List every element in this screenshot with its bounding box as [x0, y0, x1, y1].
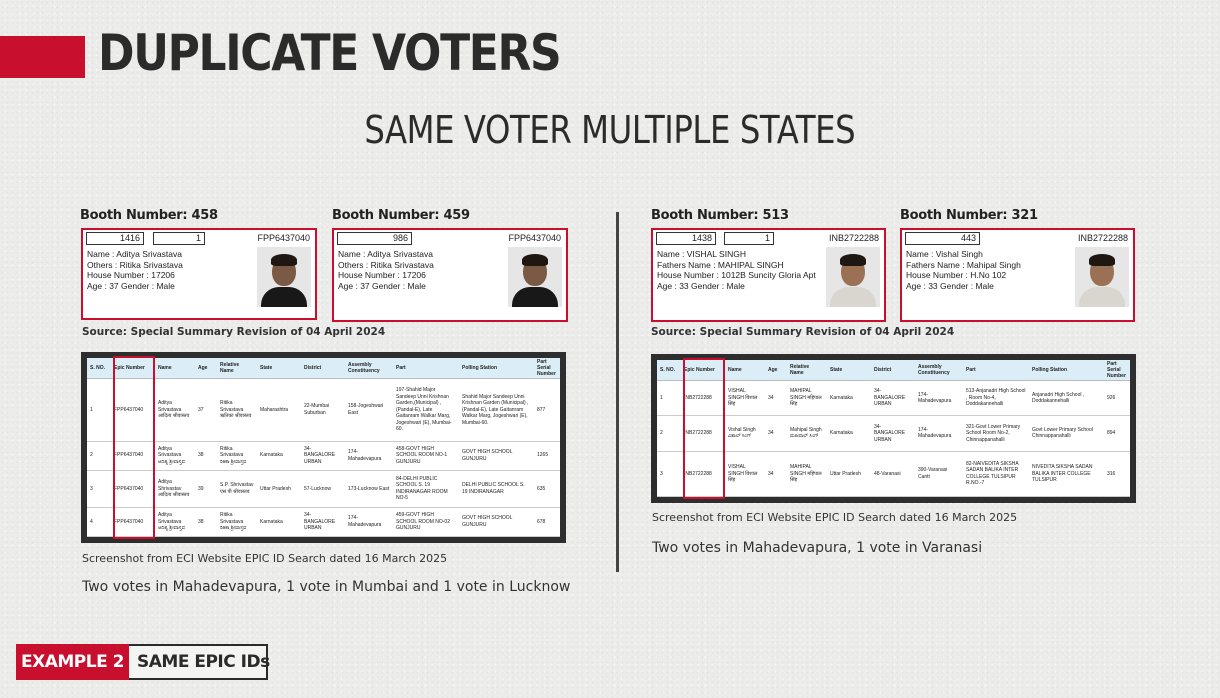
table-cell: Aditya Srivastava ಆದಿತ್ಯ ಶ್ರೀವಾಸ್ತವ: [155, 441, 195, 470]
table-cell: Karnataka: [257, 507, 301, 536]
voter-photo: [1075, 247, 1129, 307]
table-cell: Maharashtra: [257, 379, 301, 442]
table-cell: 3: [87, 470, 111, 507]
table-row: [657, 416, 1130, 451]
table-cell: 22-Mumbai Suburban: [301, 379, 345, 442]
table-cell: INB2722288: [681, 451, 725, 496]
column-header: S. NO.: [87, 358, 111, 379]
table-cell: Shahid Major Sandeep Unni Krishnan Garden (Municipal) ,(Pandal-E), Late Gaitanram Walkar Marg, Jogeshwari (E), Mumbai-60.: [459, 379, 534, 442]
table-cell: 34: [765, 381, 787, 416]
table-row: [657, 451, 1130, 496]
table-cell: 38: [195, 441, 217, 470]
table-cell: 39: [195, 470, 217, 507]
table-cell: FPP6437040: [111, 379, 155, 442]
booth-label: Booth Number: 459: [332, 208, 470, 223]
table-cell: Karnataka: [827, 416, 871, 451]
table-cell: Uttar Pradesh: [827, 451, 871, 496]
serial-field: 443: [905, 232, 980, 245]
example-number: EXAMPLE 2: [16, 644, 129, 680]
column-header: Part Serial Number: [1104, 360, 1130, 381]
epic-number: FPP6437040: [508, 233, 561, 243]
table-cell: 390-Varanasi Cantt: [915, 451, 963, 496]
table-cell: 635: [534, 470, 560, 507]
column-header: District: [301, 358, 345, 379]
table-cell: 3: [657, 451, 681, 496]
table-cell: NIVEDITA SIKSHA SADAN BALIKA INTER COLLEGE TULSIPUR: [1029, 451, 1104, 496]
table-cell: 57-Lucknow: [301, 470, 345, 507]
column-header: Relative Name: [787, 360, 827, 381]
table-cell: 1265: [534, 441, 560, 470]
table-cell: 2: [657, 416, 681, 451]
table-cell: 34-BANGALORE URBAN: [871, 381, 915, 416]
table-cell: Ritika Srivastava ರಿತಿಕಾ ಶ್ರೀವಾಸ್ತವ: [217, 441, 257, 470]
table-cell: DELHI PUBLIC SCHOOL S. 19 INDIRANAGAR: [459, 470, 534, 507]
voter-card: [651, 228, 886, 322]
table-header-row: [87, 358, 560, 379]
table-cell: Mahipal Singh ಮಹಿಪಾಲ್ ಸಿಂಗ್: [787, 416, 827, 451]
table-cell: 158-Jogeshwari East: [345, 379, 393, 442]
screenshot-caption: Screenshot from ECI Website EPIC ID Search dated 16 March 2025: [82, 552, 448, 565]
table-cell: Anjanadri High School , Doddakannehalli: [1029, 381, 1104, 416]
table-cell: 459-GOVT HIGH SCHOOL ROOM NO-02 GUNJURU: [393, 507, 459, 536]
epic-column-highlight: [113, 356, 155, 539]
table-cell: 34-BANGALORE URBAN: [301, 441, 345, 470]
table-cell: GOVT HIGH SCHOOL GUNJURU: [459, 441, 534, 470]
column-header: Part Serial Number: [534, 358, 560, 379]
voter-details: Name : VISHAL SINGH Fathers Name : MAHIPAL SINGH House Number : 1012B Suncity Gloria Apt Age : 33 Gender : Male: [657, 249, 816, 291]
table-cell: 173-Lucknow East: [345, 470, 393, 507]
table-cell: Aditya Srivastava ಆದಿತ್ಯ ಶ್ರೀವಾಸ್ತವ: [155, 507, 195, 536]
table-cell: FPP6437040: [111, 470, 155, 507]
table-cell: 34: [765, 451, 787, 496]
column-header: State: [257, 358, 301, 379]
table-cell: MAHIPAL SINGH महिपाल सिंह: [787, 381, 827, 416]
screenshot-caption: Screenshot from ECI Website EPIC ID Search dated 16 March 2025: [652, 511, 1018, 524]
table-row: [87, 470, 560, 507]
table-cell: Ritika Srivastava ರಿತಿಕಾ ಶ್ರೀವಾಸ್ತವ: [217, 507, 257, 536]
column-header: Part: [393, 358, 459, 379]
table-cell: 37: [195, 379, 217, 442]
column-header: Polling Station: [459, 358, 534, 379]
column-header: Name: [155, 358, 195, 379]
table-cell: 48-Varanasi: [871, 451, 915, 496]
table-cell: 84-DELHI PUBLIC SCHOOL S. 19 INDIRANAGAR ROOM NO-5: [393, 470, 459, 507]
voter-details: Name : Aditya Srivastava Others : Ritika Srivastava House Number : 17206 Age : 37 Gender : Male: [87, 249, 183, 291]
table-row: [87, 441, 560, 470]
table-cell: 174-Mahadevapura: [345, 441, 393, 470]
table-cell: 458-GOVT HIGH SCHOOL ROOM NO-1 GUNJURU: [393, 441, 459, 470]
column-header: S. NO.: [657, 360, 681, 381]
table-cell: S.P. Shrivastav एस पी श्रीवास्तव: [217, 470, 257, 507]
table-cell: 513-Anjanadri High School , Room No-4, Doddakannehalli: [963, 381, 1029, 416]
column-header: Epic Number: [111, 358, 155, 379]
vote-summary: Two votes in Mahadevapura, 1 vote in Mumbai and 1 vote in Lucknow: [82, 579, 571, 595]
table-cell: INB2722288: [681, 381, 725, 416]
column-divider: [616, 212, 619, 572]
table-cell: VISHAL SINGH विशाल सिंह: [725, 381, 765, 416]
source-note: Source: Special Summary Revision of 04 April 2024: [651, 326, 955, 338]
table-cell: FPP6437040: [111, 441, 155, 470]
table-cell: 678: [534, 507, 560, 536]
table-row: [657, 381, 1130, 416]
booth-label: Booth Number: 458: [80, 208, 218, 223]
results-table: [87, 358, 560, 537]
table-cell: 894: [1104, 416, 1130, 451]
part-field: 1: [153, 232, 205, 245]
eci-search-screenshot: [81, 352, 566, 543]
table-cell: Karnataka: [827, 381, 871, 416]
table-cell: Karnataka: [257, 441, 301, 470]
table-cell: 877: [534, 379, 560, 442]
voter-card: [900, 228, 1135, 322]
source-note: Source: Special Summary Revision of 04 April 2024: [82, 326, 386, 338]
table-cell: 926: [1104, 381, 1130, 416]
column-header: Polling Station: [1029, 360, 1104, 381]
table-cell: 1: [87, 379, 111, 442]
voter-photo: [508, 247, 562, 307]
column-header: Part: [963, 360, 1029, 381]
table-cell: INB2722288: [681, 416, 725, 451]
epic-number: INB2722288: [1077, 233, 1128, 243]
column-header: State: [827, 360, 871, 381]
voter-photo: [826, 247, 880, 307]
table-row: [87, 379, 560, 442]
table-cell: GOVT HIGH SCHOOL GUNJURU: [459, 507, 534, 536]
column-header: Age: [195, 358, 217, 379]
table-cell: Uttar Pradesh: [257, 470, 301, 507]
table-cell: Aditya Srivastava आदित्य श्रीवास्तव: [155, 379, 195, 442]
voter-photo: [257, 247, 311, 307]
column-header: Assembly Constituency: [915, 360, 963, 381]
page-title: DUPLICATE VOTERS: [98, 24, 561, 82]
column-header: Assembly Constituency: [345, 358, 393, 379]
column-header: Age: [765, 360, 787, 381]
table-cell: 197-Shahid Major Sandeep Unni Krishnan Garden,(Municipal) ,(Pandal-E), Late Gaitanram Walkar Marg, Jogeshwari (E), Mumbai-60.: [393, 379, 459, 442]
table-cell: 1: [657, 381, 681, 416]
table-cell: 82-NAIVEDITA SIKSHA SADAN BALIKA INTER COLLEGE TULSIPUR R.NO.-7: [963, 451, 1029, 496]
epic-column-highlight: [683, 358, 725, 499]
eci-search-screenshot: [651, 354, 1136, 503]
column-header: Epic Number: [681, 360, 725, 381]
booth-label: Booth Number: 321: [900, 208, 1038, 223]
table-cell: Aditya Shrivastav आदित्य श्रीवास्तव: [155, 470, 195, 507]
table-cell: 4: [87, 507, 111, 536]
table-cell: Vishal Singh ವಿಶಾಲ್ ಸಿಂಗ್: [725, 416, 765, 451]
table-cell: MAHIPAL SINGH महिपाल सिंह: [787, 451, 827, 496]
table-cell: FPP6437040: [111, 507, 155, 536]
column-header: Relative Name: [217, 358, 257, 379]
table-cell: VISHAL SINGH विशाल सिंह: [725, 451, 765, 496]
table-cell: 2: [87, 441, 111, 470]
table-header-row: [657, 360, 1130, 381]
booth-label: Booth Number: 513: [651, 208, 789, 223]
voter-details: Name : Aditya Srivastava Others : Ritika Srivastava House Number : 17206 Age : 37 Gender : Male: [338, 249, 434, 291]
table-cell: 34-BANGALORE URBAN: [871, 416, 915, 451]
table-row: [87, 507, 560, 536]
voter-card: [332, 228, 568, 322]
table-cell: 34-BANGALORE URBAN: [301, 507, 345, 536]
results-table: [657, 360, 1130, 497]
table-cell: Ritika Srivastava ऋतिका श्रीवास्तव: [217, 379, 257, 442]
voter-details: Name : Vishal Singh Fathers Name : Mahipal Singh House Number : H.No 102 Age : 33 Gender : Male: [906, 249, 1021, 291]
table-cell: 174-Mahadevapura: [915, 416, 963, 451]
serial-field: 1416: [86, 232, 144, 245]
epic-number: FPP6437040: [257, 233, 310, 243]
serial-field: 1438: [656, 232, 716, 245]
vote-summary: Two votes in Mahadevapura, 1 vote in Varanasi: [652, 540, 983, 556]
table-cell: 34: [765, 416, 787, 451]
part-field: 1: [724, 232, 774, 245]
column-header: Name: [725, 360, 765, 381]
table-cell: 38: [195, 507, 217, 536]
table-cell: Govt Lower Primary School Chinnappanahalli: [1029, 416, 1104, 451]
serial-field: 986: [337, 232, 412, 245]
title-accent-bar: [0, 36, 85, 78]
epic-number: INB2722288: [828, 233, 879, 243]
example-label: SAME EPIC IDs: [137, 652, 270, 672]
column-header: District: [871, 360, 915, 381]
voter-card: [81, 228, 317, 320]
table-cell: 174-Mahadevapura: [915, 381, 963, 416]
table-cell: 321-Govt Lower Primary School Room No-2, Chinnappanahalli: [963, 416, 1029, 451]
page-subtitle: SAME VOTER MULTIPLE STATES: [364, 108, 856, 152]
table-cell: 316: [1104, 451, 1130, 496]
table-cell: 174-Mahadevapura: [345, 507, 393, 536]
